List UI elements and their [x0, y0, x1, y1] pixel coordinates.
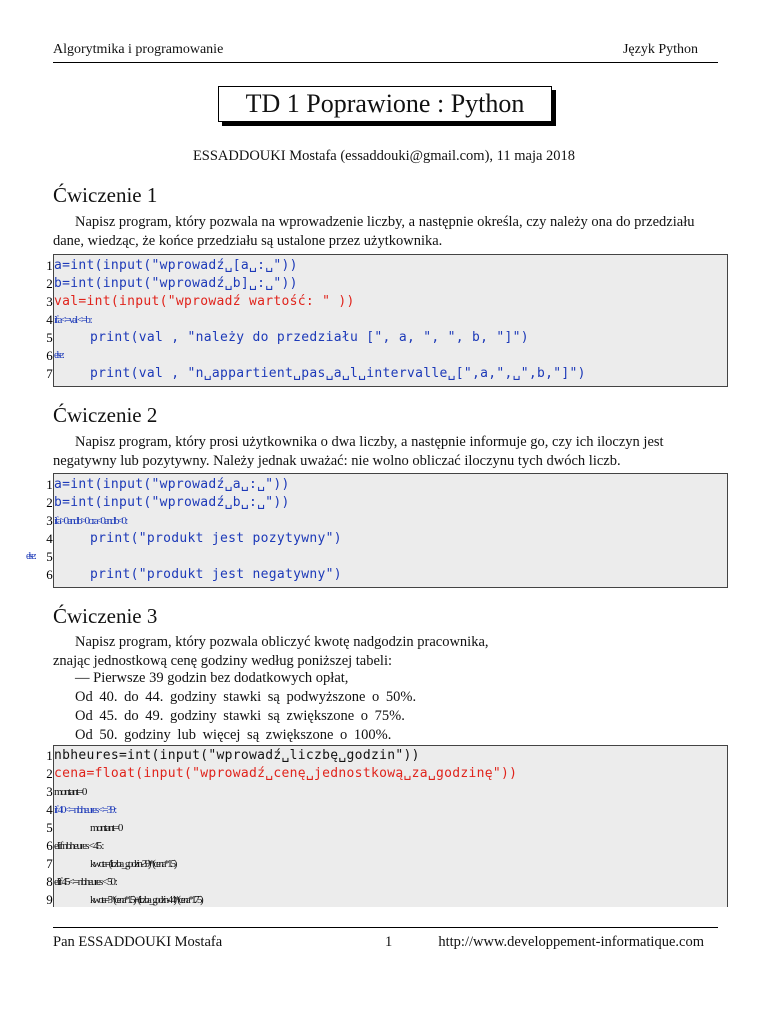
- rate-rule: Od 50. godziny lub więcej są zwiększone o 100%.: [75, 727, 392, 743]
- code-line: 6 elif nbheures <45 :: [46, 838, 103, 853]
- rate-rule: Od 45. do 49. godziny stawki są zwiększone o 75%.: [75, 708, 405, 724]
- code-line: 5 else :: [26, 549, 53, 564]
- footer-author: Pan ESSADDOUKI Mostafa: [53, 934, 223, 950]
- exercise-1-text: [53, 213, 712, 251]
- code-line: 1 nbheures=int(input("wprowadź␣liczbę␣godzin")): [46, 748, 420, 763]
- exercise-2-line-1: Napisz program, który prosi użytkownika o dwa liczby, a następnie informuje go, czy ich iloczyn jest: [75, 434, 664, 450]
- code-line: 5 print(val , "należy do przedziału [", a, ", ", b, "]"): [46, 330, 529, 345]
- exercise-3-line-2: znając jednostkową cenę godziny według poniższej tabeli:: [53, 653, 393, 669]
- code-line: 4 print("produkt jest pozytywny"): [46, 531, 342, 546]
- rate-rule: — Pierwsze 39 godzin bez dodatkowych opłat,: [75, 670, 349, 686]
- exercise-3-code: [46, 745, 728, 907]
- code-line: 1 a=int(input("wprowadź␣a␣:␣")): [46, 477, 290, 492]
- code-line: 4 if 40<= nbheures <=39 :: [46, 802, 116, 817]
- header-language: Język Python: [622, 42, 698, 57]
- footer-url[interactable]: http://www.developpement-informatique.com: [438, 934, 704, 950]
- code-line: 8 elif 45<= nbheures < 50 :: [46, 874, 116, 889]
- code-line: 2 b=int(input("wprowadź␣b␣:␣")): [46, 495, 290, 510]
- exercise-2-text: [53, 433, 712, 471]
- exercise-2-heading: Ćwiczenie 2: [53, 403, 158, 427]
- exercise-2-line-2: negatywny lub pozytywny. Należy jednak uważać: nie wolno obliczać iloczynu tych dwóch liczb.: [53, 453, 621, 469]
- document-title: TD 1 Poprawione : Python: [218, 86, 552, 122]
- code-line: 5 montant=0: [46, 820, 122, 835]
- code-line: 3 if a>0 and b>0 or a<0 and b<0 :: [46, 513, 127, 528]
- code-line: 2 b=int(input("wprowadź␣b]␣:␣")): [46, 276, 298, 291]
- code-line: 6 else :: [46, 348, 63, 363]
- exercise-1-line-2: dane, wiedząc, że końce przedziału są ustalone przez użytkownika.: [53, 233, 443, 249]
- code-line: 3 val=int(input("wprowadź wartość: " )): [46, 294, 355, 309]
- code-line: 4 if a<=val <=b :: [46, 312, 91, 327]
- code-line: 3 montant=0: [46, 784, 86, 799]
- exercise-3-heading: Ćwiczenie 3: [53, 604, 158, 628]
- code-line: 1 a=int(input("wprowadź␣[a␣:␣")): [46, 258, 298, 273]
- author-line: ESSADDOUKI Mostafa (essaddouki@gmail.com), 11 maja 2018: [192, 148, 576, 164]
- page-header: [53, 42, 698, 60]
- code-line: 7 print(val , "n␣appartient␣pas␣a␣l␣intervalle␣[",a,",␣",b,"]"): [46, 366, 586, 381]
- exercise-1-code: [46, 254, 728, 387]
- rate-rule: Od 40. do 44. godziny stawki są podwyższone o 50%.: [75, 689, 417, 705]
- exercise-1-line-1: Napisz program, który pozwala na wprowadzenie liczby, a następnie określa, czy należy ona do przedziału: [75, 214, 695, 230]
- exercise-2-code: [26, 473, 728, 588]
- exercise-3-line-1: Napisz program, który pozwala obliczyć kwotę nadgodzin pracownika,: [75, 634, 489, 650]
- header-rule: [53, 62, 718, 63]
- footer-rule: [53, 927, 718, 928]
- code-line: 7 kwota=(liczba_godzin-39)*(cena*1.5): [46, 856, 175, 871]
- exercise-3-text: [53, 633, 712, 671]
- code-line: 2 cena=float(input("wprowadź␣cenę␣jednostkową␣za␣godzinę")): [46, 766, 518, 781]
- page-number: 1: [385, 934, 393, 950]
- code-line: 9 kwota=5*(cena*1.5)+(liczba_godzin-44)*(cena*1.75): [46, 892, 202, 907]
- header-course: Algorytmika i programowanie: [53, 42, 224, 57]
- exercise-1-heading: Ćwiczenie 1: [53, 183, 158, 207]
- code-line: 6 print("produkt jest negatywny"): [46, 567, 342, 582]
